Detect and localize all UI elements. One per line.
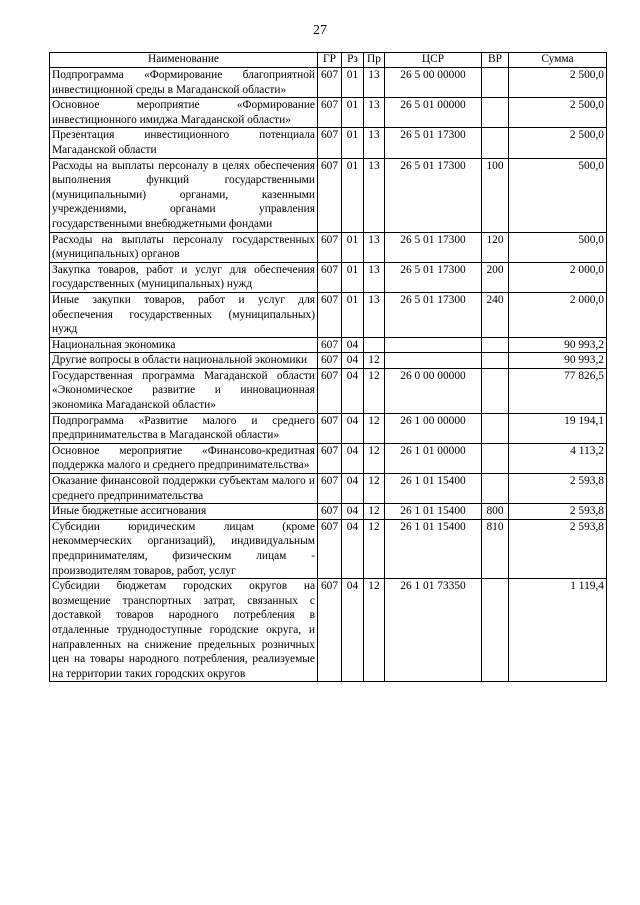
cell-name: Расходы на выплаты персоналу в целях обеспечения выполнения функций государственными (муниципальными) органами, казенными учреждениями, органами управления государственными внебюджетными фондами bbox=[50, 158, 318, 232]
cell-csr: 26 5 01 17300 bbox=[385, 128, 482, 158]
header-csr: ЦСР bbox=[385, 53, 482, 68]
cell-csr: 26 5 00 00000 bbox=[385, 68, 482, 98]
page-number: 27 bbox=[313, 23, 327, 38]
cell-name: Субсидии бюджетам городских округов на возмещение транспортных затрат, связанных с доставкой товаров народного потребления в отдаленные труднодоступные городские округа, и направленных на снижение предельных розничных цен на товары народного потребления, реализуемые на территории таких городских округов bbox=[50, 579, 318, 682]
cell-vr bbox=[482, 337, 509, 353]
table-row bbox=[50, 128, 607, 158]
cell-sum: 19 194,1 bbox=[509, 413, 607, 443]
cell-pr: 13 bbox=[364, 128, 385, 158]
cell-csr: 26 1 01 15400 bbox=[385, 474, 482, 504]
table-row bbox=[50, 353, 607, 369]
cell-csr: 26 5 01 17300 bbox=[385, 262, 482, 292]
table-row bbox=[50, 368, 607, 413]
cell-pr: 12 bbox=[364, 368, 385, 413]
cell-name: Другие вопросы в области национальной экономики bbox=[50, 353, 318, 369]
cell-pr: 12 bbox=[364, 474, 385, 504]
header-rz: Рз bbox=[342, 53, 364, 68]
cell-csr: 26 5 01 17300 bbox=[385, 232, 482, 262]
cell-sum: 2 593,8 bbox=[509, 519, 607, 578]
cell-vr bbox=[482, 413, 509, 443]
cell-csr: 26 5 01 00000 bbox=[385, 98, 482, 128]
cell-gr: 607 bbox=[318, 368, 342, 413]
table-row bbox=[50, 262, 607, 292]
cell-pr: 12 bbox=[364, 443, 385, 473]
cell-gr: 607 bbox=[318, 474, 342, 504]
cell-vr bbox=[482, 579, 509, 682]
cell-gr: 607 bbox=[318, 232, 342, 262]
cell-sum: 2 500,0 bbox=[509, 68, 607, 98]
cell-sum: 500,0 bbox=[509, 232, 607, 262]
table-row bbox=[50, 579, 607, 682]
cell-name: Оказание финансовой поддержки субъектам малого и среднего предпринимательства bbox=[50, 474, 318, 504]
cell-csr: 26 0 00 00000 bbox=[385, 368, 482, 413]
cell-sum: 2 500,0 bbox=[509, 98, 607, 128]
cell-rz: 04 bbox=[342, 413, 364, 443]
cell-rz: 04 bbox=[342, 474, 364, 504]
cell-rz: 01 bbox=[342, 158, 364, 232]
cell-sum: 90 993,2 bbox=[509, 337, 607, 353]
cell-pr: 12 bbox=[364, 579, 385, 682]
cell-pr: 12 bbox=[364, 413, 385, 443]
cell-vr: 800 bbox=[482, 504, 509, 520]
cell-csr: 26 5 01 17300 bbox=[385, 158, 482, 232]
table-row bbox=[50, 413, 607, 443]
cell-name: Национальная экономика bbox=[50, 337, 318, 353]
cell-rz: 04 bbox=[342, 337, 364, 353]
cell-pr: 13 bbox=[364, 262, 385, 292]
header-vr: ВР bbox=[482, 53, 509, 68]
cell-sum: 2 000,0 bbox=[509, 262, 607, 292]
cell-name: Субсидии юридическим лицам (кроме некоммерческих организаций), индивидуальным предпринимателям, физическим лицам - производителям товаров, работ, услуг bbox=[50, 519, 318, 578]
cell-sum: 2 593,8 bbox=[509, 504, 607, 520]
cell-sum: 77 826,5 bbox=[509, 368, 607, 413]
cell-csr: 26 1 01 15400 bbox=[385, 504, 482, 520]
cell-name: Подпрограмма «Формирование благоприятной инвестиционной среды в Магаданской области» bbox=[50, 68, 318, 98]
cell-rz: 04 bbox=[342, 504, 364, 520]
cell-vr: 100 bbox=[482, 158, 509, 232]
cell-sum: 4 113,2 bbox=[509, 443, 607, 473]
cell-name: Иные закупки товаров, работ и услуг для обеспечения государственных (муниципальных) нужд bbox=[50, 292, 318, 337]
cell-pr: 13 bbox=[364, 292, 385, 337]
cell-vr bbox=[482, 368, 509, 413]
cell-pr: 13 bbox=[364, 158, 385, 232]
cell-name: Основное мероприятие «Финансово-кредитная поддержка малого и среднего предпринимательства» bbox=[50, 443, 318, 473]
cell-sum: 90 993,2 bbox=[509, 353, 607, 369]
cell-rz: 01 bbox=[342, 292, 364, 337]
cell-rz: 01 bbox=[342, 128, 364, 158]
header-gr: ГР bbox=[318, 53, 342, 68]
table-row bbox=[50, 98, 607, 128]
cell-pr bbox=[364, 337, 385, 353]
table-row bbox=[50, 68, 607, 98]
cell-gr: 607 bbox=[318, 337, 342, 353]
header-pr: Пр bbox=[364, 53, 385, 68]
cell-vr bbox=[482, 98, 509, 128]
cell-csr: 26 5 01 17300 bbox=[385, 292, 482, 337]
cell-sum: 500,0 bbox=[509, 158, 607, 232]
cell-gr: 607 bbox=[318, 413, 342, 443]
cell-name: Расходы на выплаты персоналу государственных (муниципальных) органов bbox=[50, 232, 318, 262]
header-name: Наименование bbox=[50, 53, 318, 68]
cell-pr: 13 bbox=[364, 98, 385, 128]
table-row bbox=[50, 337, 607, 353]
table-row bbox=[50, 504, 607, 520]
cell-csr: 26 1 01 00000 bbox=[385, 443, 482, 473]
cell-pr: 12 bbox=[364, 504, 385, 520]
cell-vr bbox=[482, 353, 509, 369]
cell-pr: 13 bbox=[364, 232, 385, 262]
cell-pr: 12 bbox=[364, 519, 385, 578]
cell-gr: 607 bbox=[318, 579, 342, 682]
budget-table bbox=[49, 52, 607, 682]
cell-rz: 01 bbox=[342, 98, 364, 128]
cell-name: Основное мероприятие «Формирование инвестиционного имиджа Магаданской области» bbox=[50, 98, 318, 128]
cell-csr: 26 1 00 00000 bbox=[385, 413, 482, 443]
table-row bbox=[50, 474, 607, 504]
cell-sum: 1 119,4 bbox=[509, 579, 607, 682]
cell-gr: 607 bbox=[318, 98, 342, 128]
table-row bbox=[50, 158, 607, 232]
cell-rz: 01 bbox=[342, 232, 364, 262]
cell-gr: 607 bbox=[318, 443, 342, 473]
cell-gr: 607 bbox=[318, 68, 342, 98]
cell-rz: 01 bbox=[342, 262, 364, 292]
header-row bbox=[50, 53, 607, 68]
cell-sum: 2 500,0 bbox=[509, 128, 607, 158]
table-row bbox=[50, 232, 607, 262]
cell-rz: 04 bbox=[342, 579, 364, 682]
cell-vr bbox=[482, 474, 509, 504]
cell-name: Подпрограмма «Развитие малого и среднего предпринимательства в Магаданской области» bbox=[50, 413, 318, 443]
cell-name: Государственная программа Магаданской области «Экономическое развитие и инновационная экономика Магаданской области» bbox=[50, 368, 318, 413]
table-row bbox=[50, 519, 607, 578]
cell-csr: 26 1 01 73350 bbox=[385, 579, 482, 682]
cell-rz: 04 bbox=[342, 353, 364, 369]
cell-gr: 607 bbox=[318, 292, 342, 337]
table-row bbox=[50, 443, 607, 473]
cell-vr bbox=[482, 128, 509, 158]
cell-name: Закупка товаров, работ и услуг для обеспечения государственных (муниципальных) нужд bbox=[50, 262, 318, 292]
cell-sum: 2 000,0 bbox=[509, 292, 607, 337]
cell-gr: 607 bbox=[318, 158, 342, 232]
cell-pr: 13 bbox=[364, 68, 385, 98]
cell-vr: 200 bbox=[482, 262, 509, 292]
cell-csr bbox=[385, 353, 482, 369]
cell-vr: 120 bbox=[482, 232, 509, 262]
header-sum: Сумма bbox=[509, 53, 607, 68]
cell-rz: 04 bbox=[342, 368, 364, 413]
cell-rz: 01 bbox=[342, 68, 364, 98]
cell-name: Иные бюджетные ассигнования bbox=[50, 504, 318, 520]
cell-name: Презентация инвестиционного потенциала Магаданской области bbox=[50, 128, 318, 158]
cell-csr: 26 1 01 15400 bbox=[385, 519, 482, 578]
cell-gr: 607 bbox=[318, 353, 342, 369]
cell-gr: 607 bbox=[318, 504, 342, 520]
cell-rz: 04 bbox=[342, 519, 364, 578]
cell-gr: 607 bbox=[318, 128, 342, 158]
cell-gr: 607 bbox=[318, 519, 342, 578]
cell-vr bbox=[482, 443, 509, 473]
cell-vr: 810 bbox=[482, 519, 509, 578]
cell-sum: 2 593,8 bbox=[509, 474, 607, 504]
cell-rz: 04 bbox=[342, 443, 364, 473]
cell-csr bbox=[385, 337, 482, 353]
cell-gr: 607 bbox=[318, 262, 342, 292]
cell-vr bbox=[482, 68, 509, 98]
cell-pr: 12 bbox=[364, 353, 385, 369]
cell-vr: 240 bbox=[482, 292, 509, 337]
table-row bbox=[50, 292, 607, 337]
